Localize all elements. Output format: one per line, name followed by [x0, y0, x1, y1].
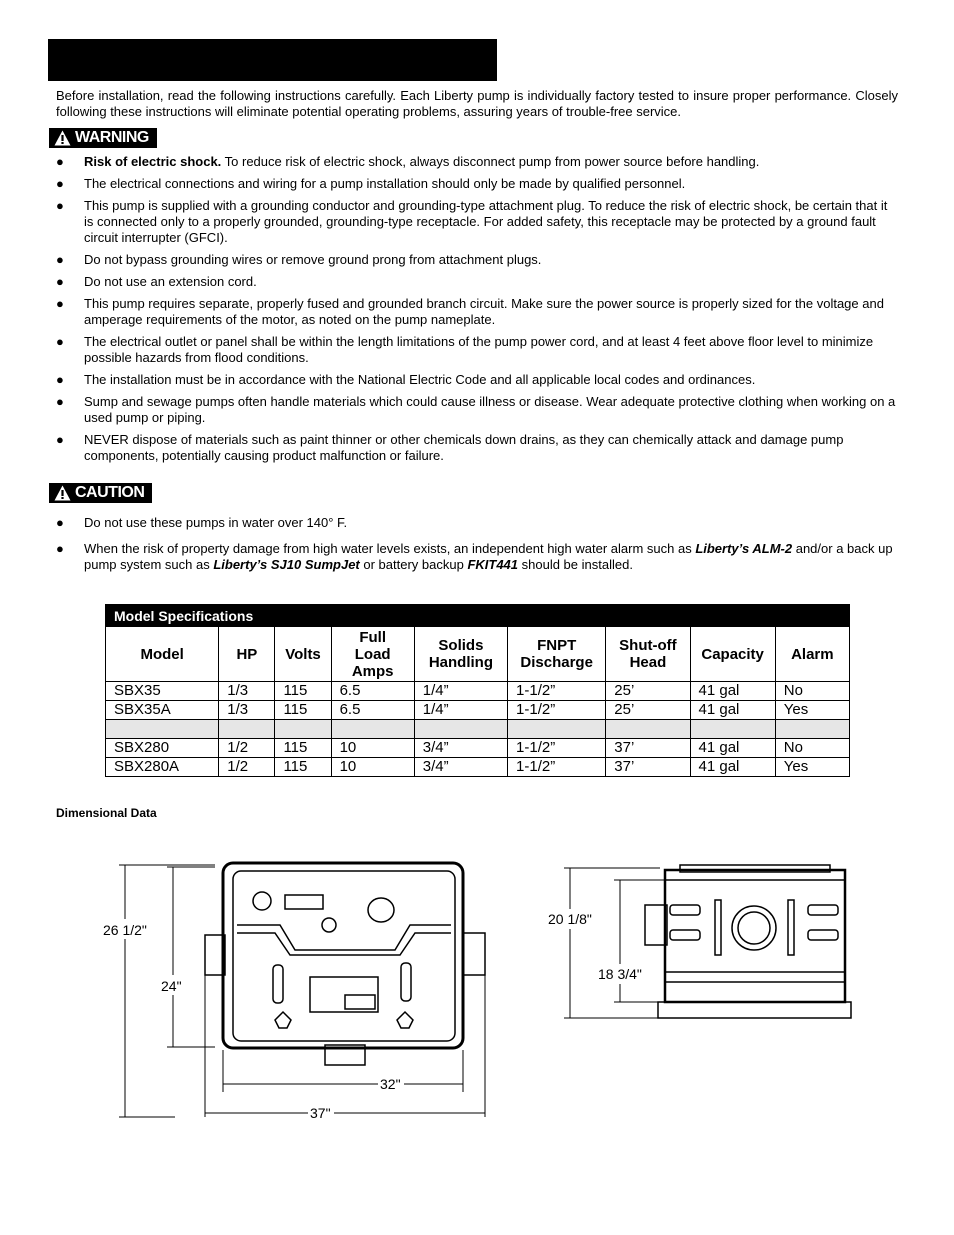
table-caption: Model Specifications — [106, 605, 850, 627]
table-row — [106, 739, 850, 758]
table-cell: Yes — [775, 701, 849, 720]
bullet-dot: ● — [56, 432, 64, 447]
table-cell: 115 — [275, 682, 331, 701]
warning-item: ● The electrical outlet or panel shall be within the length limitations of the pump power cord, and at least 4 feet above floor level to minimize possible hazards from flood conditions. — [56, 334, 874, 365]
table-cell: 115 — [275, 758, 331, 777]
caution-label: CAUTION — [75, 484, 145, 501]
table-cell: 1-1/2” — [508, 758, 606, 777]
table-cell — [508, 720, 606, 739]
table-cell: 3/4” — [414, 758, 507, 777]
column-header: Volts — [275, 627, 331, 682]
caution-item: ● When the risk of property damage from high water levels exists, an independent high water alarm such as Liberty’s ALM-2 and/or a back up pump system such as Liberty’s SJ10 SumpJet or battery backup FKIT441 should be installed. — [56, 541, 893, 572]
dimension-label: 24" — [161, 978, 182, 994]
table-cell: 25’ — [606, 701, 690, 720]
warning-item: ● This pump requires separate, properly fused and grounded branch circuit. Make sure the power source is properly sized for the voltage and amperage requirements of the motor, as noted on the pump nameplate. — [56, 296, 884, 327]
column-header: Capacity — [690, 627, 775, 682]
table-cell: 1/2 — [219, 758, 275, 777]
table-cell: 115 — [275, 701, 331, 720]
column-header: HP — [219, 627, 275, 682]
table-cell: 1/3 — [219, 682, 275, 701]
table-row — [106, 682, 850, 701]
table-cell: SBX280A — [106, 758, 219, 777]
warning-item: ● Sump and sewage pumps often handle materials which could cause illness or disease. Wear adequate protective clothing when working on a used pump or piping. — [56, 394, 896, 425]
table-cell — [219, 720, 275, 739]
table-cell: 1/4” — [414, 701, 507, 720]
bullet-dot: ● — [56, 515, 64, 530]
table-cell: No — [775, 682, 849, 701]
bullet-dot: ● — [56, 198, 64, 213]
warning-badge — [49, 128, 157, 148]
warning-item: ● The installation must be in accordance with the National Electric Code and all applicable local codes and ordinances. — [56, 372, 756, 387]
dimension-label: 37" — [310, 1105, 331, 1121]
column-header: FNPT Discharge — [508, 627, 606, 682]
table-cell — [106, 720, 219, 739]
column-header: Solids Handling — [414, 627, 507, 682]
table-cell — [331, 720, 414, 739]
table-cell: 3/4” — [414, 739, 507, 758]
column-header: Model — [106, 627, 219, 682]
table-cell: 1-1/2” — [508, 682, 606, 701]
table-cell: 10 — [331, 739, 414, 758]
table-cell: 25’ — [606, 682, 690, 701]
bullet-dot: ● — [56, 334, 64, 349]
bullet-dot: ● — [56, 154, 64, 169]
dimension-label: 20 1/8" — [548, 911, 592, 927]
section-title-bar — [48, 39, 497, 81]
table-cell: 37’ — [606, 758, 690, 777]
side-view-drawing — [540, 860, 860, 1030]
table-cell: 10 — [331, 758, 414, 777]
warning-item: ● Do not bypass grounding wires or remove ground prong from attachment plugs. — [56, 252, 542, 267]
bullet-dot: ● — [56, 394, 64, 409]
warning-item: ● Do not use an extension cord. — [56, 274, 257, 289]
warning-item: ● Risk of electric shock. To reduce risk of electric shock, always disconnect pump from power source before handling. — [56, 154, 760, 169]
table-cell: 41 gal — [690, 739, 775, 758]
table-row — [106, 758, 850, 777]
warning-item: ● This pump is supplied with a grounding conductor and grounding-type attachment plug. To reduce the risk of electric shock, be certain that it is connected only to a properly grounded, grounding-type receptacle. For added safety, this receptacle may be protected by a ground fault circuit interrupter (GFCI). — [56, 198, 888, 245]
table-cell — [775, 720, 849, 739]
column-header: Shut-off Head — [606, 627, 690, 682]
dimension-label: 26 1/2" — [103, 922, 147, 938]
intro-paragraph: Before installation, read the following instructions carefully. Each Liberty pump is individually factory tested to insure proper performance. Closely following these instructions will eliminate potential operating problems, assuring years of trouble-free service. — [56, 88, 898, 119]
dimension-label: 32" — [380, 1076, 401, 1092]
product-ref: FKIT441 — [467, 557, 519, 572]
table-cell: 1/3 — [219, 701, 275, 720]
table-row — [106, 720, 850, 739]
caution-badge — [49, 483, 152, 503]
caution-item: ● Do not use these pumps in water over 140° F. — [56, 515, 348, 530]
dimensional-data-title: Dimensional Data — [56, 806, 157, 820]
table-cell: Yes — [775, 758, 849, 777]
warning-label: WARNING — [75, 129, 149, 146]
table-cell — [275, 720, 331, 739]
table-header-row — [106, 627, 850, 682]
table-cell: 1-1/2” — [508, 739, 606, 758]
table-cell: 41 gal — [690, 701, 775, 720]
product-ref: Liberty’s SJ10 SumpJet — [213, 557, 360, 572]
table-row — [106, 701, 850, 720]
caution-list — [56, 515, 898, 579]
caution-triangle-icon — [54, 485, 71, 501]
product-ref: Liberty’s ALM-2 — [695, 541, 793, 556]
table-cell — [414, 720, 507, 739]
table-cell: 6.5 — [331, 682, 414, 701]
bullet-dot: ● — [56, 274, 64, 289]
table-cell: No — [775, 739, 849, 758]
warning-triangle-icon — [54, 130, 71, 146]
table-cell: SBX35A — [106, 701, 219, 720]
warning-list — [56, 154, 898, 470]
table-cell: 1/4” — [414, 682, 507, 701]
table-cell: 1/2 — [219, 739, 275, 758]
column-header: Full Load Amps — [331, 627, 414, 682]
table-cell: 41 gal — [690, 682, 775, 701]
bullet-dot: ● — [56, 176, 64, 191]
bullet-dot: ● — [56, 372, 64, 387]
table-cell: 6.5 — [331, 701, 414, 720]
warning-item: ● The electrical connections and wiring for a pump installation should only be made by qualified personnel. — [56, 176, 686, 191]
table-cell: 41 gal — [690, 758, 775, 777]
table-cell: SBX280 — [106, 739, 219, 758]
bullet-dot: ● — [56, 541, 64, 556]
bullet-dot: ● — [56, 296, 64, 311]
warning-item: ● NEVER dispose of materials such as paint thinner or other chemicals down drains, as they can chemically attack and damage pump components, potentially causing product malfunction or failure. — [56, 432, 844, 463]
table-cell: 37’ — [606, 739, 690, 758]
table-cell: SBX35 — [106, 682, 219, 701]
model-specifications-table — [105, 604, 850, 777]
table-cell: 1-1/2” — [508, 701, 606, 720]
table-cell — [690, 720, 775, 739]
table-cell: 115 — [275, 739, 331, 758]
column-header: Alarm — [775, 627, 849, 682]
bullet-dot: ● — [56, 252, 64, 267]
top-view-drawing — [95, 855, 495, 1125]
table-cell — [606, 720, 690, 739]
dimension-label: 18 3/4" — [598, 966, 642, 982]
